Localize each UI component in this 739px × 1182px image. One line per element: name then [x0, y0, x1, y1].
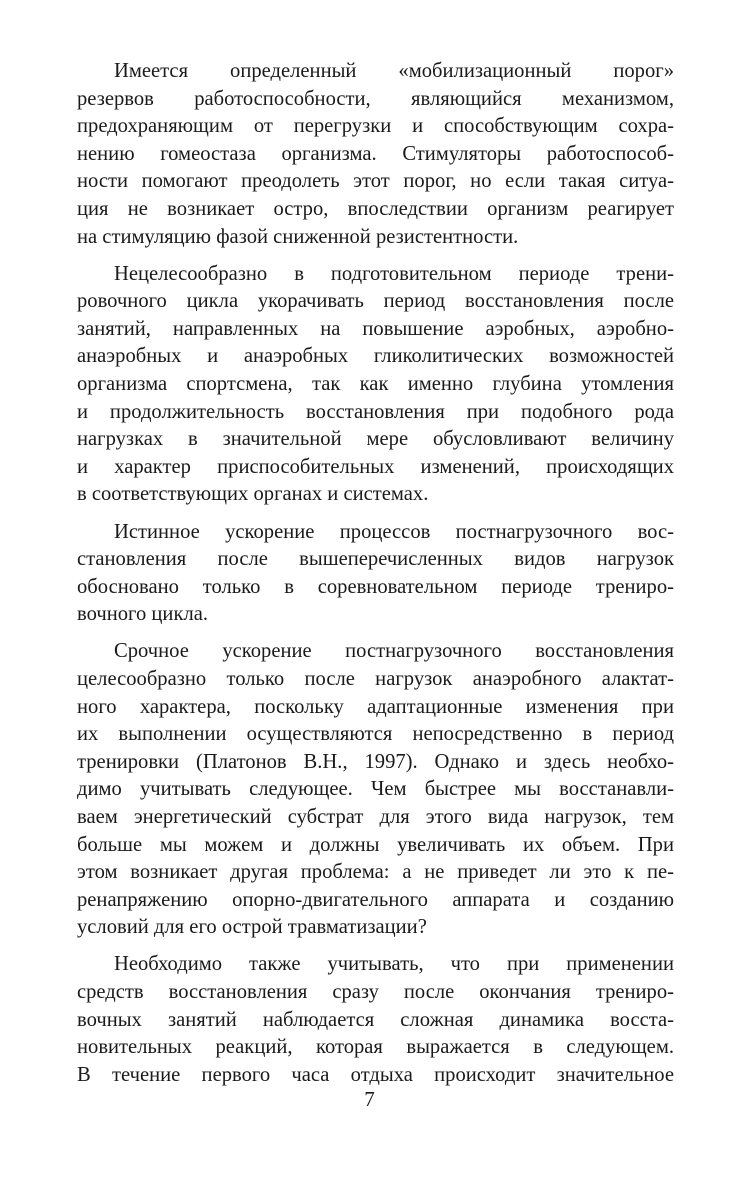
text-line: условий для его острой травматизации?: [77, 916, 427, 939]
text-line: вочного цикла.: [77, 603, 209, 626]
text-line: ности помогают преодолеть этот порог, но если такая ситуа-: [77, 170, 674, 193]
text-line: и продолжительность восстановления при подобного рода: [77, 400, 674, 423]
text-line: занятий, направленных на повышение аэробных, аэробно-: [77, 317, 674, 340]
text-line: ровочного цикла укорачивать период восстановления после: [77, 290, 674, 313]
text-line: ция не возникает остро, впоследствии организм реагирует: [77, 197, 674, 220]
text-line: Истинное ускорение процессов постнагрузочного вос-: [114, 520, 674, 543]
page-number: 7: [364, 1087, 375, 1111]
text-line: ваем энергетический субстрат для этого вида нагрузок, тем: [77, 805, 674, 828]
text-line: ренапряжению опорно-двигательного аппарата и созданию: [77, 888, 674, 911]
text-line: нагрузках в значительной мере обусловливают величину: [77, 428, 674, 451]
text-line: димо учитывать следующее. Чем быстрее мы восстанавли-: [77, 778, 674, 801]
paragraph-5: [77, 951, 674, 1089]
text-line: В течение первого часа отдыха происходит значительное: [77, 1063, 674, 1086]
paragraph-2: [77, 261, 674, 509]
text-line: организма спортсмена, так как именно глубина утомления: [77, 373, 674, 396]
text-line: становления после вышеперечисленных видов нагрузок: [77, 548, 674, 571]
text-line: и характер приспособительных изменений, происходящих: [77, 455, 674, 478]
paragraph-4: [77, 638, 674, 942]
text-line: новительных реакций, которая выражается в следующем.: [77, 1036, 674, 1059]
text-line: на стимуляцию фазой сниженной резистентности.: [77, 225, 519, 248]
text-line: Нецелесообразно в подготовительном периоде трени-: [114, 262, 674, 285]
text-line: Необходимо также учитывать, что при применении: [114, 953, 674, 976]
text-line: тренировки (Платонов В.Н., 1997). Однако и здесь необхо-: [77, 750, 674, 773]
text-line: ного характера, поскольку адаптационные изменения при: [77, 695, 674, 718]
text-line: обосновано только в соревновательном периоде трениро-: [77, 575, 674, 598]
text-line: этом возникает другая проблема: а не приведет ли это к пе-: [77, 861, 674, 884]
page-body: [77, 58, 674, 1099]
text-line: предохраняющим от перегрузки и способствующим сохра-: [77, 115, 674, 138]
text-line: Срочное ускорение постнагрузочного восстановления: [114, 640, 674, 663]
paragraph-1: [77, 58, 674, 251]
text-line: резервов работоспособности, являющийся механизмом,: [77, 87, 674, 110]
text-line: их выполнении осуществляются непосредственно в период: [77, 723, 674, 746]
text-line: анаэробных и анаэробных гликолитических возможностей: [77, 345, 674, 368]
text-line: больше мы можем и должны увеличивать их объем. При: [77, 833, 674, 856]
text-line: средств восстановления сразу после окончания трениро-: [77, 981, 674, 1003]
paragraph-3: [77, 519, 674, 629]
text-line: целесообразно только после нагрузок анаэробного алактат-: [77, 667, 674, 690]
text-line: Имеется определенный «мобилизационный порог»: [114, 60, 674, 82]
text-line: в соответствующих органах и системах.: [77, 483, 429, 506]
text-line: нению гомеостаза организма. Стимуляторы работоспособ-: [77, 142, 674, 165]
text-line: вочных занятий наблюдается сложная динамика восста-: [77, 1008, 674, 1031]
